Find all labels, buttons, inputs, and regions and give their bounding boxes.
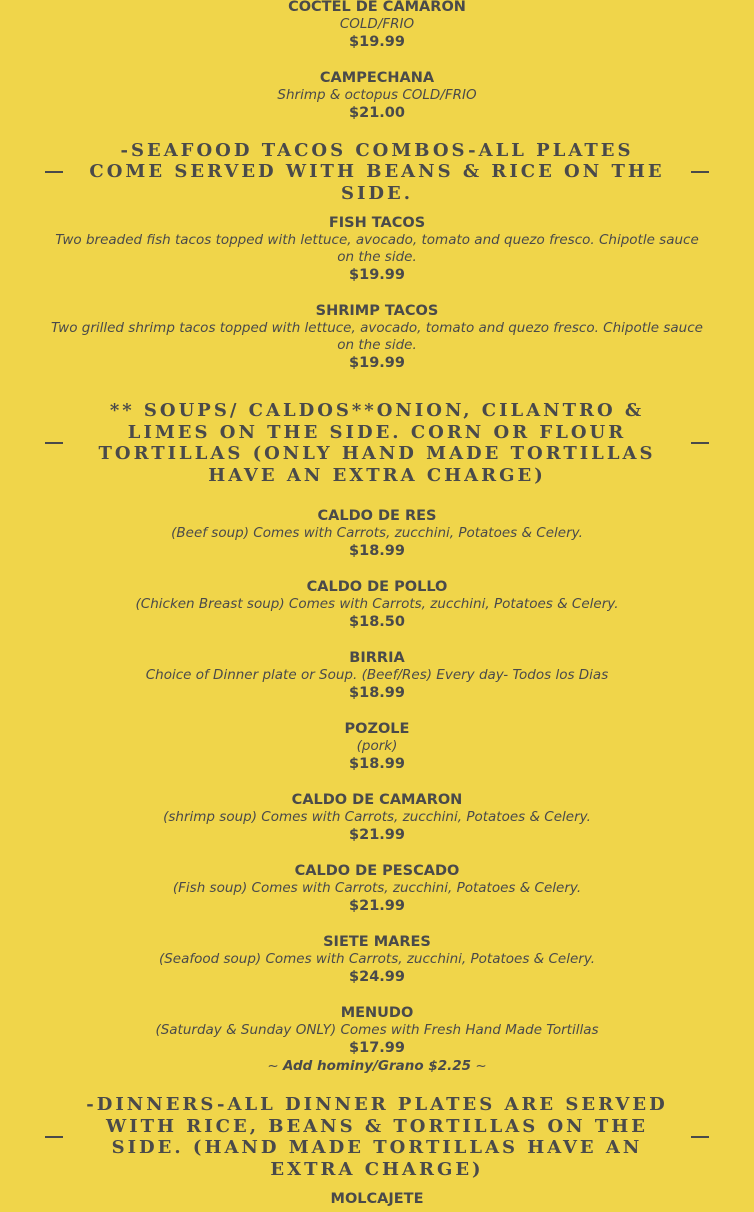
addon-text: Add hominy/Grano $2.25 <box>282 1058 472 1074</box>
menu-item <box>0 69 754 122</box>
section-header-seafood-tacos <box>0 139 754 204</box>
menu-item <box>0 0 754 51</box>
item-description: (shrimp soup) Comes with Carrots, zucchini, Potatoes & Celery. <box>163 809 591 825</box>
item-description: (pork) <box>356 738 398 754</box>
section-title: -DINNERS-ALL DINNER PLATES ARE SERVED WITH RICE, BEANS & TORTILLAS ON THE SIDE. (HAND MADE TORTILLAS HAVE AN EXTRA CHARGE) <box>86 1094 668 1180</box>
item-description: (Fish soup) Comes with Carrots, zucchini, Potatoes & Celery. <box>172 880 582 896</box>
menu-item <box>0 720 754 773</box>
item-name: SHRIMP TACOS <box>315 303 439 319</box>
item-addon <box>0 1057 754 1075</box>
item-description: Two grilled shrimp tacos topped with lettuce, avocado, tomato and quezo fresco. Chipotle sauce on the side. <box>51 320 703 353</box>
item-name: MOLCAJETE <box>330 1191 424 1207</box>
item-description: (Seafood soup) Comes with Carrots, zucchini, Potatoes & Celery. <box>158 951 596 967</box>
item-name: FISH TACOS <box>328 215 426 231</box>
item-description: Shrimp & octopus COLD/FRIO <box>277 87 477 103</box>
menu-item <box>0 214 754 284</box>
addon-tilde: ~ <box>475 1058 487 1074</box>
item-price: $18.99 <box>349 756 405 772</box>
item-name: CALDO DE POLLO <box>306 579 448 595</box>
item-description: COLD/FRIO <box>339 16 415 32</box>
item-name: CALDO DE RES <box>317 508 437 524</box>
item-name: CAMPECHANA <box>319 70 435 86</box>
section-title: ** SOUPS/ CALDOS**ONION, CILANTRO & LIMES ON THE SIDE. CORN OR FLOUR TORTILLAS (ONLY HAND MADE TORTILLAS HAVE AN EXTRA CHARGE) <box>98 400 656 486</box>
item-name: BIRRIA <box>349 650 405 666</box>
divider-dash <box>45 171 63 173</box>
item-name: CALDO DE PESCADO <box>294 863 460 879</box>
menu-item <box>0 933 754 986</box>
item-description: Two breaded fish tacos topped with lettuce, avocado, tomato and quezo fresco. Chipotle sauce on the side. <box>55 232 699 265</box>
item-price: $18.99 <box>349 685 405 701</box>
menu-item <box>0 791 754 844</box>
item-price: $19.99 <box>349 34 405 50</box>
menu-item <box>0 1190 754 1208</box>
item-price: $17.99 <box>349 1040 405 1056</box>
item-description: (Saturday & Sunday ONLY) Comes with Fresh Hand Made Tortillas <box>155 1022 599 1038</box>
item-price: $19.99 <box>349 355 405 371</box>
divider-dash <box>691 171 709 173</box>
menu-item <box>0 507 754 560</box>
item-price: $18.50 <box>349 614 405 630</box>
item-name: MENUDO <box>340 1005 414 1021</box>
divider-dash <box>45 1136 63 1138</box>
section-header-soups <box>0 399 754 487</box>
item-price: $21.99 <box>349 898 405 914</box>
menu-item <box>0 862 754 915</box>
menu-item <box>0 578 754 631</box>
item-name: POZOLE <box>344 721 410 737</box>
menu-item <box>0 1004 754 1075</box>
divider-dash <box>691 1136 709 1138</box>
divider-dash <box>691 442 709 444</box>
item-price: $19.99 <box>349 267 405 283</box>
section-title: -SEAFOOD TACOS COMBOS-ALL PLATES COME SERVED WITH BEANS & RICE ON THE SIDE. <box>89 139 665 204</box>
section-header-dinners <box>0 1094 754 1180</box>
item-description: (Chicken Breast soup) Comes with Carrots, zucchini, Potatoes & Celery. <box>135 596 619 612</box>
menu-item <box>0 649 754 702</box>
addon-tilde: ~ <box>267 1058 279 1074</box>
divider-dash <box>45 442 63 444</box>
item-name: COCTEL DE CAMARON <box>288 0 466 15</box>
item-price: $21.00 <box>349 105 405 121</box>
item-description: Choice of Dinner plate or Soup. (Beef/Res) Every day- Todos los Dias <box>145 667 609 683</box>
item-price: $24.99 <box>349 969 405 985</box>
item-name: SIETE MARES <box>323 934 431 950</box>
item-price: $18.99 <box>349 543 405 559</box>
menu-item <box>0 302 754 372</box>
item-price: $21.99 <box>349 827 405 843</box>
item-description: (Beef soup) Comes with Carrots, zucchini, Potatoes & Celery. <box>171 525 583 541</box>
item-name: CALDO DE CAMARON <box>291 792 463 808</box>
